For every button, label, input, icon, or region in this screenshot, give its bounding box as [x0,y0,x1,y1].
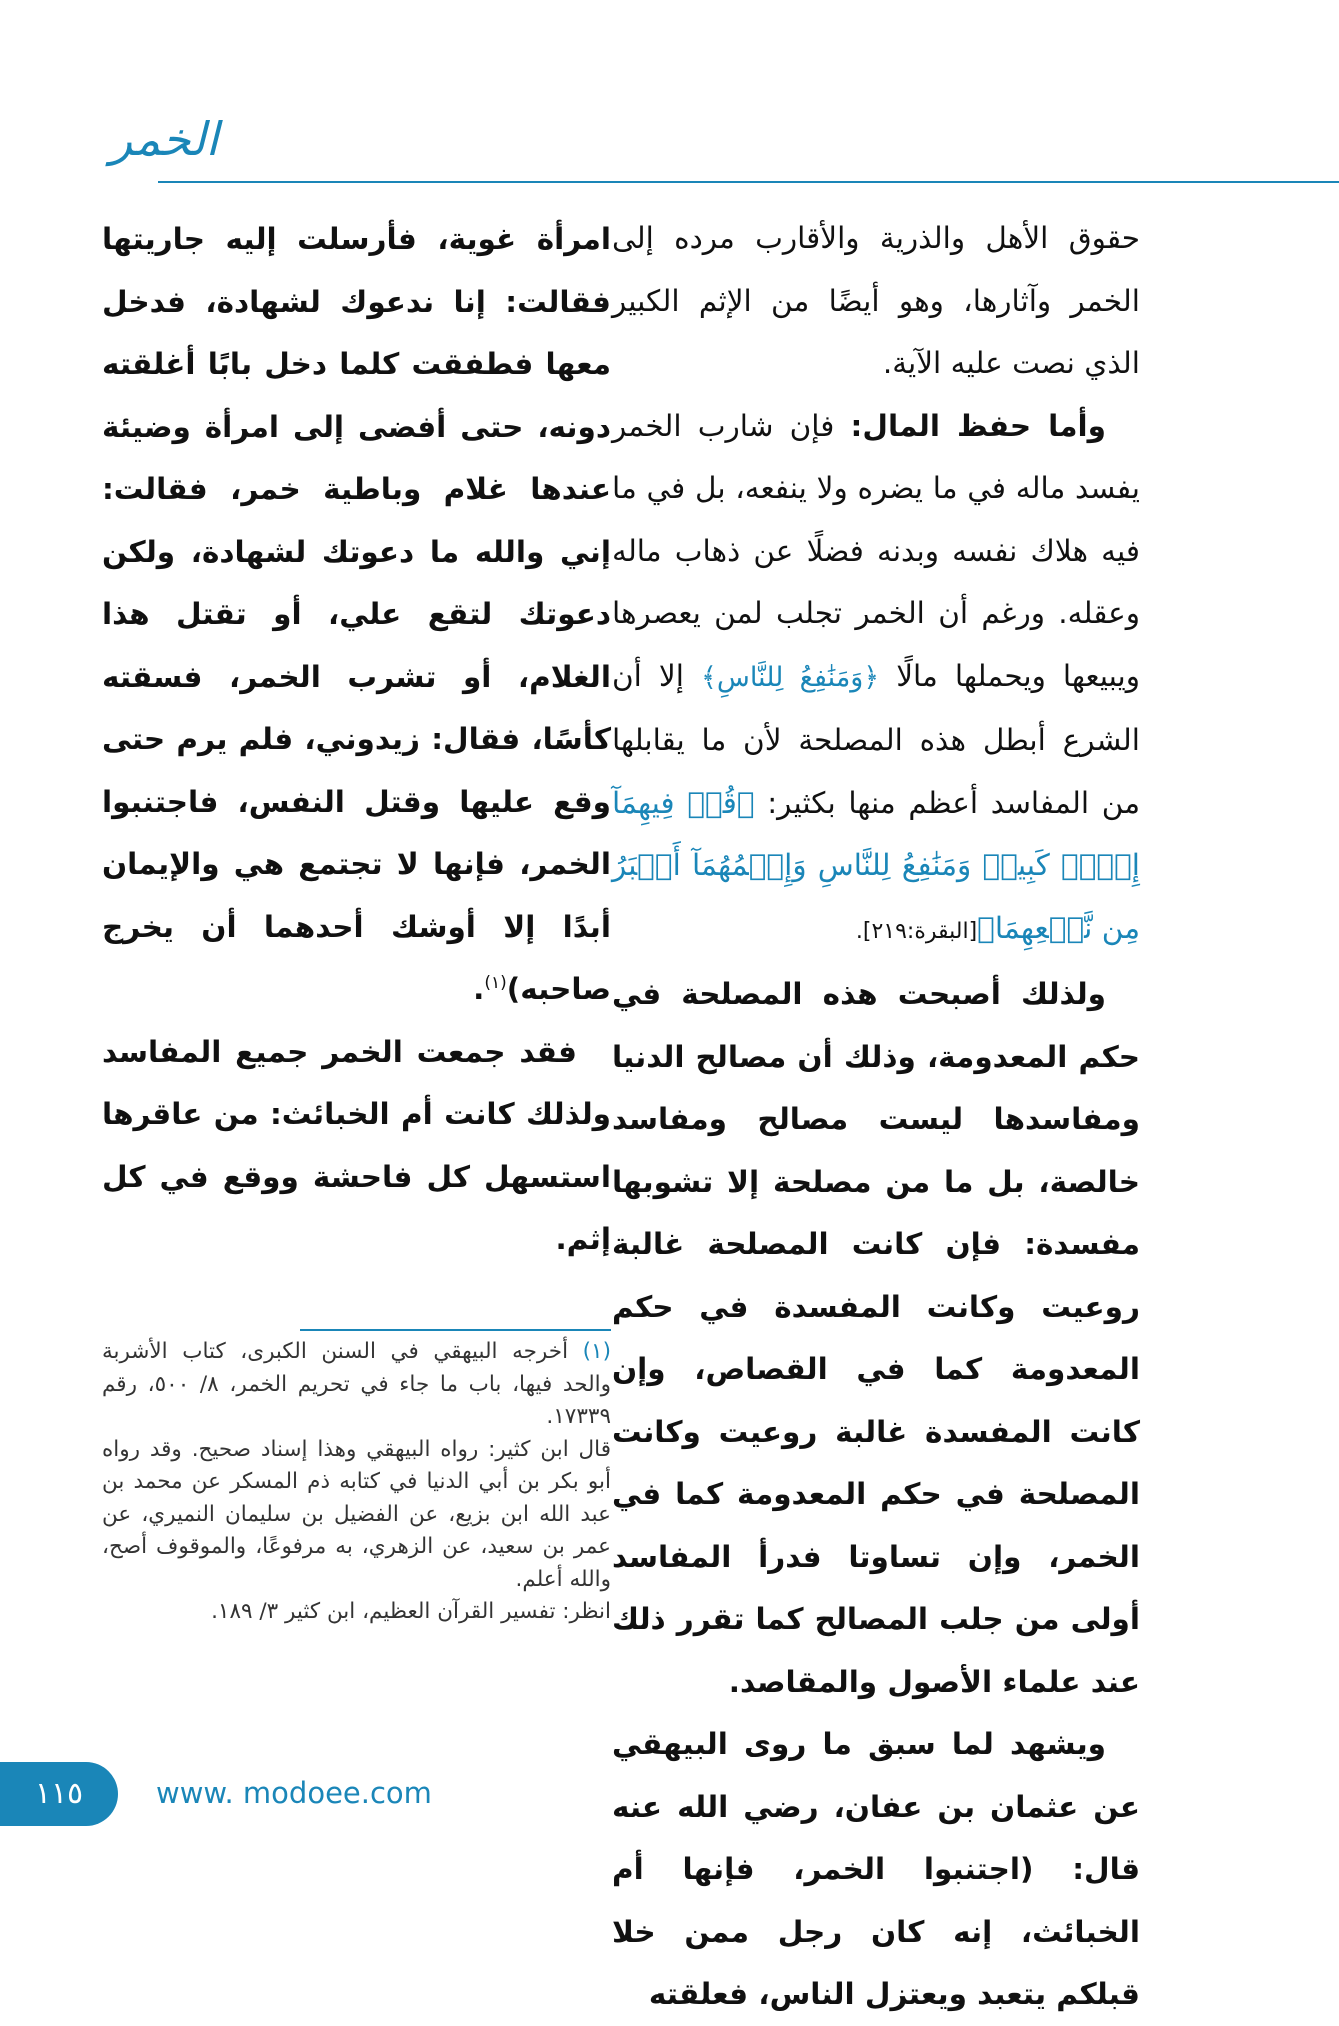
hadith-quote-continued: امرأة غوية، فأرسلت إليه جاريتها فقالت: إنا ندعوك لشهادة، فدخل معها فطفقت كلما دخل بابًا أغلقته دونه، حتى أفضى إلى امرأة وضيئة عندها غلام وباطية خمر، فقالت: إني والله ما دعوتك لشهادة، ولكن دعوتك لتقع علي، أو تقتل هذا الغلام، أو تشرب الخمر، فسقته كأسًا، فقال: زيدوني، فلم يرم حتى وقع عليها وقتل النفس، فاجتنبوا الخمر، فإنها لا تجتمع هي والإيمان أبدًا إلا أوشك أحدهما أن يخرج صاحبه) [102,222,611,1006]
footnote-1-source: انظر: تفسير القرآن العظيم، ابن كثير ٣/ ١٨٩. [211,1599,611,1624]
footnote-1 [102,1336,611,1434]
left-paragraph-2: فقد جمعت الخمر جميع المفاسد ولذلك كانت أم الخبائث: من عاقرها استسهل كل فاحشة ووقع في كل إثم. [102,1034,611,1256]
hadith-quote: (اجتنبوا الخمر، فإنها أم الخبائث، إنه كان رجل ممن خلا قبلكم يتعبد ويعتزل الناس، فعلقته [612,1852,1140,2011]
website-link[interactable]: www. modoee.com [156,1776,432,1810]
footnote-text: أخرجه البيهقي في السنن الكبرى، كتاب الأشربة والحد فيها، باب ما جاء في تحريم الخمر، ٨/ ٥٠٠، رقم ١٧٣٣٩. [102,1339,611,1429]
footnote-number: (١) [582,1339,611,1364]
footnote-rule [300,1329,611,1331]
header-rule [158,181,1339,183]
paragraph-text: إلا أن الشرع أبطل هذه المصلحة لأن ما يقابلها من المفاسد أعظم منها بكثير: [612,658,1141,820]
right-paragraph-2 [612,395,1140,964]
running-header-title: الخمر [110,112,219,166]
left-column [102,208,611,1271]
quran-quote-verse: ﴿قُلۡ فِيهِمَآ إِثۡمٞ كَبِيرٞ وَمَنَٰفِعُ لِلنَّاسِ وَإِثۡمُهُمَآ أَكۡبَرُ مِن نَّفۡعِهِمَا﴾ [612,785,1140,945]
period: . [473,972,485,1006]
section-lead-money: وأما حفظ المال: [850,408,1106,443]
right-paragraph-3: ولذلك أصبحت هذه المصلحة في حكم المعدومة، وذلك أن مصالح الدنيا ومفاسدها ليست مصالح ومفاسد خالصة، بل ما من مصلحة إلا تشوبها مفسدة: فإن كانت المصلحة غالبة روعيت وكانت المفسدة في حكم المعدومة كما في القصاص، وإن كانت المفسدة غالبة روعيت وكانت المصلحة في حكم المعدومة كما في الخمر، وإن تساوتا فدرأ المفاسد أولى من جلب المصالح كما تقرر ذلك عند علماء الأصول والمقاصد. [612,977,1140,1699]
page-number-badge: ١١٥ [0,1762,118,1826]
footnotes [102,1336,611,1629]
verse-reference: [البقرة:٢١٩]. [855,918,978,944]
footnote-1-continued: قال ابن كثير: رواه البيهقي وهذا إسناد صحيح. وقد رواه أبو بكر بن أبي الدنيا في كتابه ذم المسكر عن محمد بن عبد الله ابن بزيع، عن الفضيل بن سليمان النميري، عن عمر بن سعيد، عن الزهري، به مرفوعًا، والموقوف أصح، والله أعلم. [102,1436,611,1592]
right-column [612,207,1140,2026]
right-paragraph-1: حقوق الأهل والذرية والأقارب مرده إلى الخمر وآثارها، وهو أيضًا من الإثم الكبير الذي نصت عليه الآية. [612,221,1140,380]
right-paragraph-4 [612,1713,1140,2026]
left-paragraph-1 [102,208,611,1021]
paragraph-text: ويشهد لما سبق ما روى البيهقي عن عثمان بن عفان، رضي الله عنه قال: [612,1727,1141,1886]
quran-quote-inline: ﴿وَمَنَٰفِعُ لِلنَّاسِ﴾ [701,661,880,693]
paragraph-text: فإن شارب الخمر يفسد ماله في ما يضره ولا ينفعه، بل في ما فيه هلاك نفسه وبدنه فضلًا عن ذهاب ماله وعقله. ورغم أن الخمر تجلب لمن يعصرها ويبيعها ويحملها مالًا [612,408,1140,693]
footnote-marker[interactable]: (١) [484,973,507,994]
